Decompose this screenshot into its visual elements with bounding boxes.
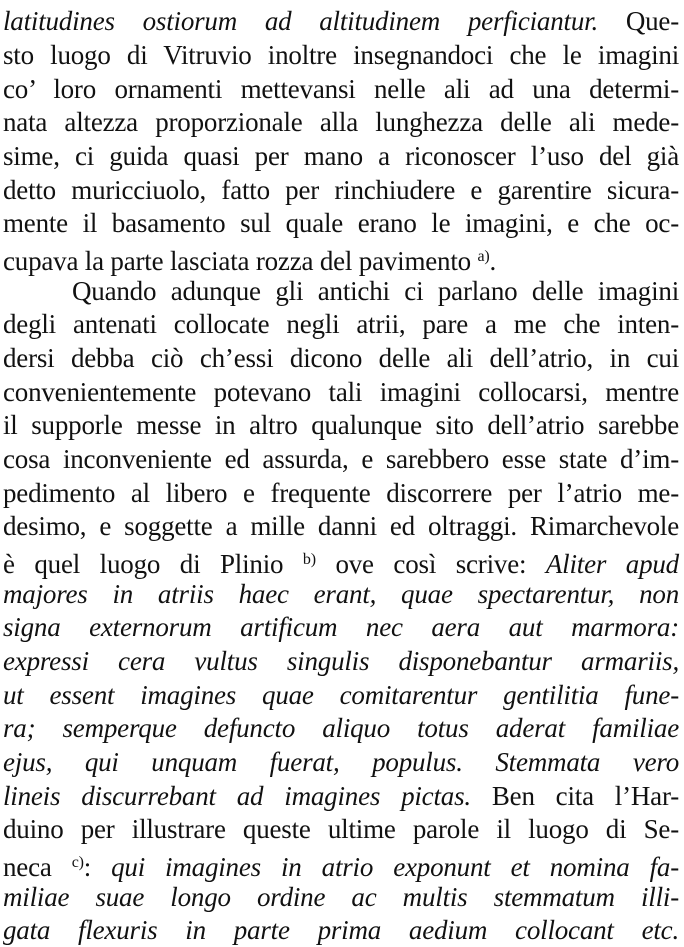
latin-quote: ejus, qui unquam fuerat, populus. Stemmata vero (3, 747, 679, 777)
latin-quote: majores in atriis haec erant, quae spectarentur, non (3, 579, 679, 609)
text-run: sime, ci guida quasi per mano a riconoscer l’uso del già (3, 141, 679, 171)
latin-quote: lineis discurrebant ad imagines pictas. (3, 781, 471, 811)
text-line-2 (3, 38, 679, 72)
text-line-13 (3, 408, 679, 442)
text-line-16 (3, 509, 679, 543)
text-line-27 (3, 880, 679, 914)
text-line-11 (3, 341, 679, 375)
latin-quote: miliae suae longo ordine ac multis stemmatum illi- (3, 882, 679, 912)
text-run: ove così scrive: (315, 549, 546, 579)
text-run: Que- (598, 6, 680, 36)
footnote-ref-a: a) (477, 248, 490, 265)
text-run: nata altezza proporzionale alla lunghezza delle ali mede- (3, 107, 679, 137)
latin-quote: ut essent imagines quae comitarentur gentilitia fune- (3, 680, 679, 710)
text-run: cosa inconveniente ed assurda, e sarebbero esse state d’im- (3, 444, 679, 474)
text-line-5 (3, 139, 679, 173)
text-run: pedimento al libero e frequente discorrere per l’atrio me- (3, 478, 679, 508)
footnote-ref-b: b) (302, 551, 316, 568)
text-line-6 (3, 173, 679, 207)
text-line-7 (3, 206, 679, 240)
text-run: : (83, 852, 112, 882)
text-run: desimo, e soggette a mille danni ed oltraggi. Rimarchevole (3, 511, 679, 541)
footnote-ref-c: c) (71, 854, 84, 871)
text-run: dersi debba ciò ch’essi dicono delle ali dell’atrio, in cui (3, 343, 679, 373)
text-line-8 (3, 240, 679, 274)
text-run: Ben cita l’Har- (470, 781, 679, 811)
text-run: neca (3, 852, 72, 882)
text-run: detto muricciuolo, fatto per rinchiudere e garentire sicura- (3, 175, 679, 205)
text-run: convenientemente potevano tali imagini collocarsi, mentre (3, 377, 679, 407)
text-line-18 (3, 577, 679, 611)
text-line-10 (3, 307, 679, 341)
text-line-23 (3, 745, 679, 779)
text-line-21 (3, 678, 679, 712)
text-line-25 (3, 812, 679, 846)
latin-quote: Aliter apud (545, 549, 679, 579)
text-line-9 (72, 274, 679, 308)
text-run: degli antenati collocate negli atrii, pare a me che inten- (3, 309, 679, 339)
text-run: Quando adunque gli antichi ci parlano delle imagini (72, 276, 679, 306)
text-line-1 (3, 4, 679, 38)
text-run: . (489, 246, 497, 276)
text-run: mente il basamento sul quale erano le imagini, e che oc- (3, 208, 679, 238)
latin-quote: gata flexuris in parte prima aedium collocant etc. (3, 915, 679, 945)
text-run: sto luogo di Vitruvio inoltre insegnandoci che le imagini (3, 40, 679, 70)
text-line-26 (3, 846, 679, 880)
text-line-28 (3, 913, 679, 947)
text-line-12 (3, 375, 679, 409)
text-line-20 (3, 644, 679, 678)
latin-quote: qui imagines in atrio exponunt et nomina fa- (111, 852, 679, 882)
text-line-22 (3, 711, 679, 745)
text-run: duino per illustrare queste ultime parole il luogo di Se- (3, 814, 679, 844)
text-run: cupava la parte lasciata rozza del pavimento (3, 246, 478, 276)
latin-quote: ra; semperque defuncto aliquo totus aderat familiae (3, 713, 679, 743)
text-run: co’ loro ornamenti mettevansi nelle ali ad una determi- (3, 74, 679, 104)
latin-quote: expressi cera vultus singulis disponebantur armariis, (3, 646, 679, 676)
text-run: è quel luogo di Plinio (3, 549, 303, 579)
text-run: il supporle messe in altro qualunque sito dell’atrio sarebbe (3, 410, 679, 440)
text-line-15 (3, 476, 679, 510)
latin-quote: signa externorum artificum nec aera aut marmora: (3, 612, 679, 642)
text-line-14 (3, 442, 679, 476)
text-line-19 (3, 610, 679, 644)
text-line-17 (3, 543, 679, 577)
latin-quote: latitudines ostiorum ad altitudinem perficiantur. (3, 6, 599, 36)
text-line-4 (3, 105, 679, 139)
text-line-24 (3, 779, 679, 813)
text-line-3 (3, 72, 679, 106)
